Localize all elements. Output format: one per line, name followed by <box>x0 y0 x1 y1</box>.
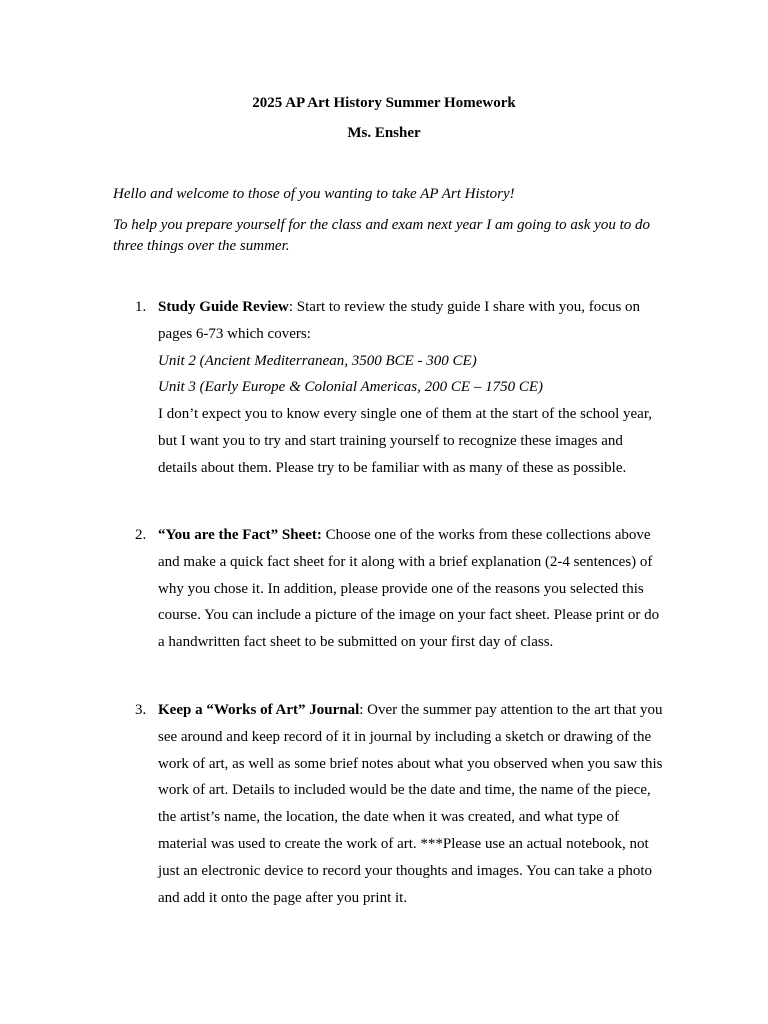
list-item-number: 1. <box>135 299 147 315</box>
intro-purpose: To help you prepare yourself for the class and exam next year I am going to ask you to do three things over the summer. <box>113 217 650 254</box>
item-heading: “You are the Fact” Sheet: <box>158 527 322 543</box>
list-item-body <box>158 697 663 911</box>
item-heading-sep: : <box>288 299 294 315</box>
item-heading-sep: : <box>359 702 364 718</box>
item-body-text: I don’t expect you to know every single one of them at the start of the school year, but I want you to try and start training yourself to recognize these images and details about them. Please try to be familiar with as many of these as possible. <box>158 406 652 476</box>
document-title: 2025 AP Art History Summer Homework <box>252 95 516 111</box>
intro-greeting: Hello and welcome to those of you wanting to take AP Art History! <box>113 186 515 202</box>
unit-3-line: Unit 3 (Early Europe & Colonial Americas, 200 CE – 1750 CE) <box>158 379 543 396</box>
item-heading: Keep a “Works of Art” Journal <box>158 702 360 718</box>
list-item-body <box>158 522 663 656</box>
list-item-number: 3. <box>135 702 147 718</box>
item-body-text: Choose one of the works from these collections above and make a quick fact sheet for it along with a brief explanation (2-4 sentences) of why you chose it. In addition, please provide one of the reasons you selected this course. You can include a picture of the image on your fact sheet. Please print or do a handwritten fact sheet to be submitted on your first day of class. <box>158 527 660 651</box>
unit-2-line: Unit 2 (Ancient Mediterranean, 3500 BCE - 300 CE) <box>158 352 477 369</box>
list-item-body <box>158 294 663 482</box>
list-item-number: 2. <box>135 527 147 543</box>
teacher-name: Ms. Ensher <box>347 125 421 141</box>
item-heading: Study Guide Review <box>158 299 289 315</box>
item-lead-text: Start to review the study guide I share with you, focus on pages 6-73 which covers: <box>158 299 641 342</box>
item-body-text: Over the summer pay attention to the art that you see around and keep record of it in journal by including a sketch or drawing of the work of art, as well as some brief notes about what you observed when you saw this work of art. Details to included would be the date and time, the name of the piece, the artist’s name, the location, the date when it was created, and what type of material was used to create the work of art. ***Please use an actual notebook, not just an electronic device to record your thoughts and images. You can take a photo and add it onto the page after you print it. <box>158 702 663 906</box>
